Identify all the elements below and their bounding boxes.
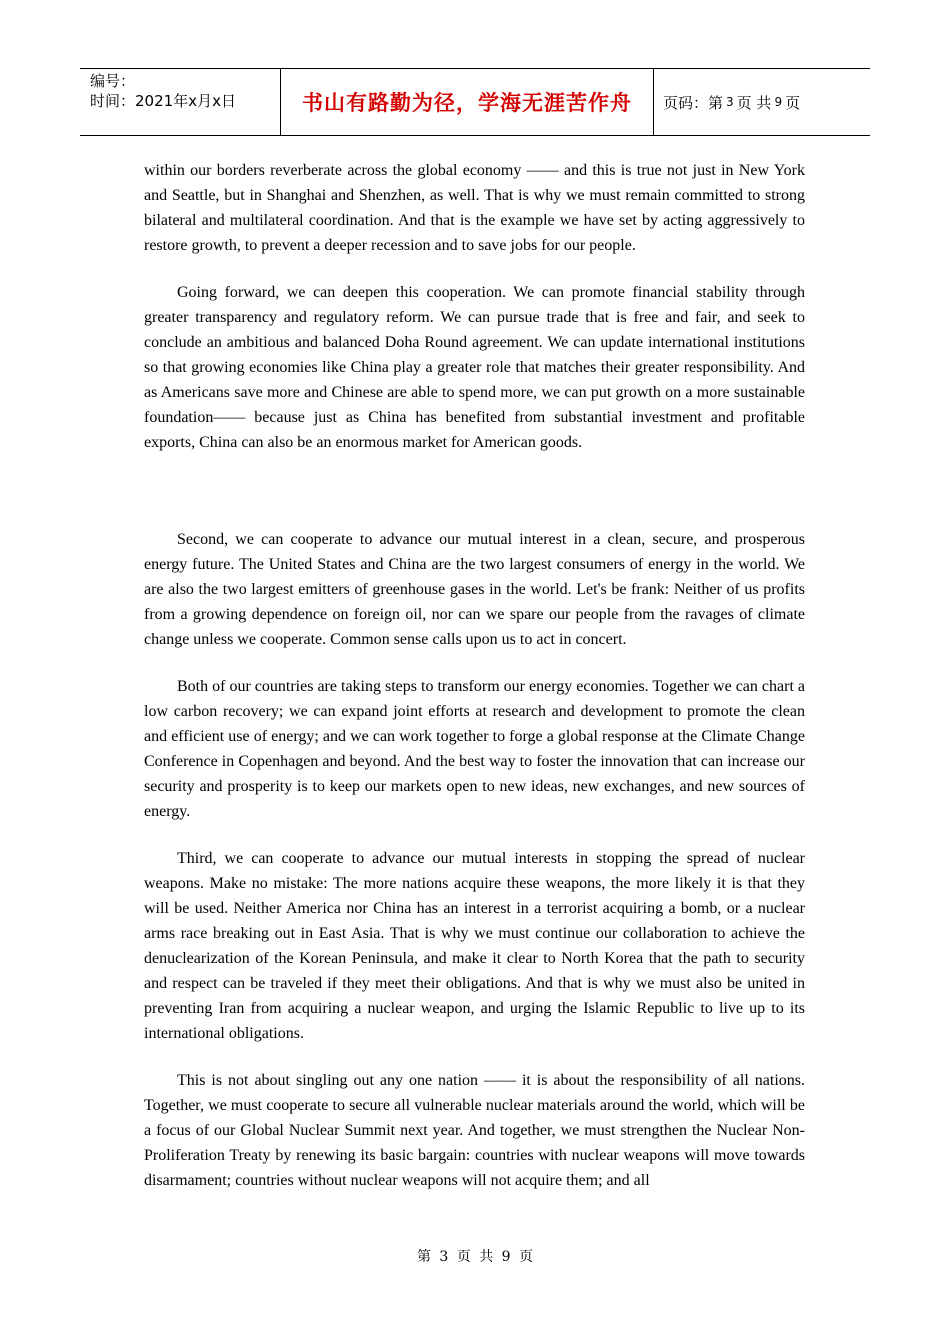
page-header	[80, 68, 870, 136]
paragraph-1: within our borders reverberate across the global economy —— and this is true not just in New York and Seattle, but in Shanghai and Shenzhen, as well. That is why we must remain committed to strong bilateral and multilateral coordination. And that is the example we have set by acting aggressively to restore growth, to prevent a deeper recession and to save jobs for our people.	[144, 162, 805, 254]
page-label-mid: 页 共	[736, 93, 772, 112]
date-value: 2021年x月x日	[135, 92, 236, 110]
header-page-cell	[654, 69, 870, 135]
footer-total: 9	[501, 1249, 511, 1265]
page-current: 3	[726, 95, 734, 109]
footer-current: 3	[439, 1249, 449, 1265]
header-motto-cell	[281, 69, 654, 135]
page-total: 9	[774, 95, 783, 109]
document-body	[144, 158, 805, 1215]
footer-post: 页	[519, 1249, 534, 1265]
footer-pre: 第	[416, 1249, 431, 1265]
paragraph-2: Going forward, we can deepen this cooperation. We can promote financial stability through greater transparency and regulatory reform. We can pursue trade that is free and fair, and seek to conclude an ambitious and balanced Doha Round agreement. We can update international institutions so that growing economies like China play a greater role that matches their greater responsibility. And as Americans save more and Chinese are able to spend more, we can put growth on a more sustainable foundation—— because just as China has benefited from substantial investment and profitable exports, China can also be an enormous market for American goods.	[144, 284, 805, 451]
paragraph-4: Both of our countries are taking steps to transform our energy economies. Together we can chart a low carbon recovery; we can expand joint efforts at research and development to promote the clean and efficient use of energy; and we can work together to forge a global response at the Climate Change Conference in Copenhagen and beyond. And the best way to foster the innovation that can increase our security and prosperity is to keep our markets open to new ideas, new exchanges, and new sources of energy.	[144, 678, 805, 820]
date-label: 时间：	[90, 92, 136, 110]
serial-label: 编号：	[90, 72, 136, 90]
footer-mid: 页 共	[456, 1249, 494, 1265]
header-meta-cell	[80, 69, 281, 135]
page-label-post: 页	[785, 93, 801, 112]
paragraph-6: This is not about singling out any one nation —— it is about the responsibility of all nations. Together, we must cooperate to secure all vulnerable nuclear materials around the world, which will be a focus of our Global Nuclear Summit next year. And together, we must strengthen the Nuclear Non-Proliferation Treaty by renewing its basic bargain: countries with nuclear weapons will move towards disarmament; countries without nuclear weapons will not acquire them; and all	[144, 1072, 805, 1189]
paragraph-3: Second, we can cooperate to advance our mutual interest in a clean, secure, and prosperous energy future. The United States and China are the two largest consumers of energy in the world. We are also the two largest emitters of greenhouse gases in the world. Let's be frank: Neither of us profits from a growing dependence on foreign oil, nor can we spare our people from the ravages of climate change unless we cooperate. Common sense calls upon us to act in concert.	[144, 531, 805, 648]
paragraph-5: Third, we can cooperate to advance our mutual interests in stopping the spread of nuclear weapons. Make no mistake: The more nations acquire these weapons, the more likely it is that they will be used. Neither America nor China has an interest in a terrorist acquiring a bomb, or a nuclear arms race breaking out in East Asia. That is why we must continue our collaboration to achieve the denuclearization of the Korean Peninsula, and make it clear to North Korea that the path to security and respect can be traveled if they meet their obligations. And that is why we must also be united in preventing Iran from acquiring a nuclear weapon, and urging the Islamic Republic to live up to its international obligations.	[144, 850, 805, 1042]
date-line	[90, 91, 280, 111]
page-label-pre: 页码：第	[663, 93, 724, 112]
page-footer	[0, 1246, 950, 1266]
motto: 书山有路勤为径，学海无涯苦作舟	[302, 91, 632, 115]
